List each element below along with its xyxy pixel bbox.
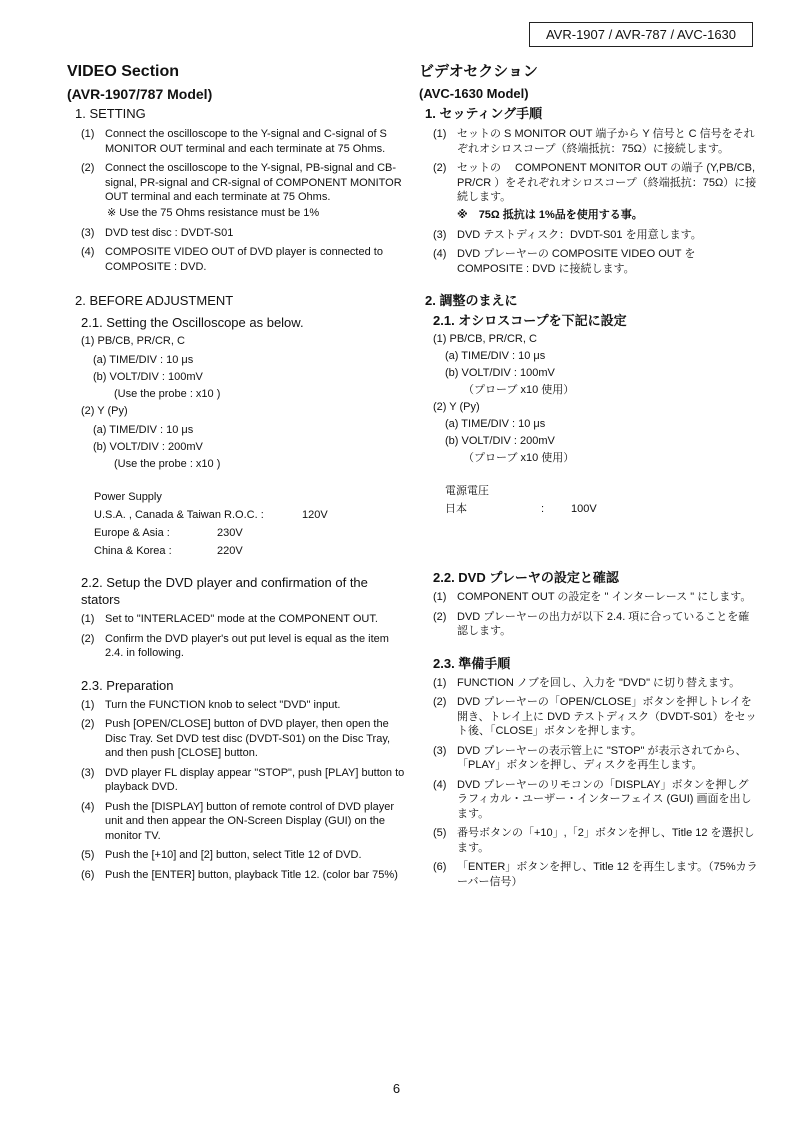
preparation-heading-ja: 2.3. 準備手順 <box>433 655 511 671</box>
model-header-text: AVR-1907 / AVR-787 / AVC-1630 <box>545 27 737 42</box>
before-adjustment-heading-ja: 2. 調整のまえに <box>425 293 518 308</box>
item-text: Push the [ENTER] button, playback Title 12. (color bar 75%) <box>105 868 398 881</box>
power-title: 電源電圧 <box>445 485 489 497</box>
power-separator: : <box>541 503 545 515</box>
dvd-setup-list <box>67 612 407 661</box>
item-number: (1) <box>433 676 447 689</box>
setting-group-head: (1) PB/CB, PR/CR, C <box>81 335 185 347</box>
item-number: (4) <box>81 246 95 258</box>
list-item <box>81 612 407 627</box>
setting-list-ja <box>419 127 759 276</box>
item-text: DVD player FL display appear "STOP", push [PLAY] button to playback DVD. <box>105 766 405 793</box>
item-text: セットの COMPONENT MONITOR OUT の端子 (Y,PB/CB, PR/CR ）をそれぞれオシロスコープ（終端抵抗：75Ω）に接続します。 <box>457 162 757 203</box>
item-text: FUNCTION ノブを回し、入力を "DVD" に切り替えます。 <box>457 676 741 689</box>
power-region: Europe & Asia : <box>94 527 170 539</box>
setting-heading: 1. SETTING <box>75 106 146 121</box>
resistance-note-ja: ※ 75Ω 抵抗は 1%品を使用する事。 <box>457 208 643 221</box>
model-subtitle-ja: (AVC-1630 Model) <box>419 86 529 101</box>
setting-group-head: (1) PB/CB, PR/CR, C <box>433 333 537 345</box>
probe-note: (Use the probe : x10 ) <box>114 458 221 470</box>
resistance-note: ※ Use the 75 Ohms resistance must be 1% <box>107 206 320 219</box>
power-row <box>94 506 407 524</box>
item-number: (5) <box>81 849 95 861</box>
right-column <box>419 62 759 889</box>
list-item <box>81 717 407 761</box>
section-title-ja: ビデオセクション <box>419 63 538 80</box>
time-div: (a) TIME/DIV : 10 μs <box>93 424 194 436</box>
item-text: Set to "INTERLACED" mode at the COMPONENT OUT. <box>105 613 378 625</box>
model-header <box>529 22 753 47</box>
item-text: Push the [+10] and [2] button, select Title 12 of DVD. <box>105 849 362 861</box>
item-number: (6) <box>81 868 95 881</box>
power-row <box>94 542 407 560</box>
power-region: China & Korea : <box>94 545 172 557</box>
item-text: Push [OPEN/CLOSE] button of DVD player, then open the Disc Tray. Set DVD test disc (DVDT-S01) on the Disc Tray, and then push [CLOSE] button. <box>105 718 391 759</box>
item-number: (3) <box>433 744 447 757</box>
item-text: Connect the oscilloscope to the Y-signal and C-signal of S MONITOR OUT terminal and each terminate at 75 Ohms. <box>105 128 387 155</box>
preparation-list-ja <box>419 676 759 890</box>
model-subtitle: (AVR-1907/787 Model) <box>67 86 213 102</box>
preparation-list <box>67 698 407 883</box>
section-title: VIDEO Section <box>67 63 180 80</box>
probe-note: （プローブ x10 使用） <box>463 384 575 396</box>
item-text: DVD テストディスク：DVDT-S01 を用意します。 <box>457 228 702 241</box>
page-number: 6 <box>392 1081 401 1096</box>
item-number: (2) <box>433 162 447 174</box>
before-adjustment-heading: 2. BEFORE ADJUSTMENT <box>75 293 234 308</box>
item-number: (3) <box>433 228 447 241</box>
setting-group-head: (2) Y (Py) <box>433 401 480 413</box>
item-text: DVD プレーヤーの COMPOSITE VIDEO OUT を COMPOSITE : DVD に接続します。 <box>457 248 696 275</box>
oscilloscope-settings-ja <box>433 331 759 467</box>
list-item <box>433 676 759 691</box>
power-region: U.S.A. , Canada & Taiwan R.O.C. : <box>94 509 264 521</box>
list-item <box>81 226 407 241</box>
item-text: Confirm the DVD player's out put level is equal as the item 2.4. in following. <box>105 632 389 659</box>
left-column <box>67 62 407 882</box>
item-number: (2) <box>433 696 447 708</box>
list-item <box>81 698 407 713</box>
probe-note: (Use the probe : x10 ) <box>114 388 221 400</box>
item-text: COMPOSITE VIDEO OUT of DVD player is connected to COMPOSITE : DVD. <box>105 246 383 273</box>
list-item <box>81 632 407 661</box>
item-text: Turn the FUNCTION knob to select "DVD" input. <box>105 698 341 711</box>
item-number: (5) <box>433 827 447 839</box>
dvd-setup-heading-ja: 2.2. DVD プレーヤの設定と確認 <box>433 570 619 585</box>
time-div: (a) TIME/DIV : 10 μs <box>445 350 546 362</box>
list-item <box>433 228 759 243</box>
preparation-heading: 2.3. Preparation <box>81 677 174 693</box>
list-item <box>81 848 407 863</box>
item-number: (3) <box>81 226 95 239</box>
item-number: (2) <box>433 610 447 623</box>
item-number: (4) <box>81 800 95 813</box>
list-item <box>433 161 759 223</box>
item-number: (2) <box>81 162 95 174</box>
dvd-setup-heading: 2.2. Setup the DVD player and confirmation of the stators <box>81 575 368 607</box>
item-text: 番号ボタンの「+10」,「2」ボタンを押し、Title 12 を選択します。 <box>457 827 755 854</box>
oscilloscope-settings <box>81 333 407 473</box>
power-voltage: 220V <box>217 545 243 557</box>
list-item <box>81 127 407 156</box>
volt-div: (b) VOLT/DIV : 100mV <box>93 371 203 383</box>
power-supply <box>94 489 407 560</box>
item-number: (1) <box>81 128 95 140</box>
item-text: Push the [DISPLAY] button of remote control of DVD player unit and then appear the ON-Screen Display (GUI) on the monitor TV. <box>105 800 394 842</box>
item-number: (4) <box>433 778 447 791</box>
item-number: (1) <box>433 591 447 603</box>
volt-div: (b) VOLT/DIV : 200mV <box>445 435 555 447</box>
item-text: セットの S MONITOR OUT 端子から Y 信号と C 信号をそれぞれオシロスコープ（終端抵抗：75Ω）に接続します。 <box>457 128 755 155</box>
item-number: (1) <box>81 698 95 711</box>
list-item <box>433 610 759 639</box>
list-item <box>81 245 407 274</box>
probe-note: （プローブ x10 使用） <box>463 452 575 464</box>
list-item <box>433 826 759 855</box>
time-div: (a) TIME/DIV : 10 μs <box>445 418 546 430</box>
item-number: (1) <box>433 128 447 140</box>
item-text: 「ENTER」ボタンを押し、Title 12 を再生します。（75%カラーバー信号） <box>457 861 758 888</box>
power-voltage: 120V <box>302 509 328 521</box>
power-voltage: 230V <box>217 527 243 539</box>
list-item <box>433 247 759 276</box>
item-text: COMPONENT OUT の設定を " インターレース " にします。 <box>457 591 752 603</box>
setting-group-head: (2) Y (Py) <box>81 405 128 417</box>
item-text: DVD プレーヤーの出力が以下 2.4. 項に合っていることを確認します。 <box>457 610 750 637</box>
power-supply-ja <box>445 483 759 518</box>
list-item <box>81 766 407 795</box>
item-text: DVD test disc : DVDT-S01 <box>105 226 234 239</box>
list-item <box>81 161 407 221</box>
item-number: (4) <box>433 248 447 260</box>
list-item <box>433 127 759 156</box>
item-number: (2) <box>81 632 95 645</box>
item-number: (6) <box>433 861 447 873</box>
list-item <box>81 800 407 844</box>
item-text: DVD プレーヤーの「OPEN/CLOSE」ボタンを押しトレイを開き、トレイ上に DVD テストディスク（DVDT-S01）をセット後、「CLOSE」ボタンを押します。 <box>457 696 757 737</box>
list-item <box>433 860 759 889</box>
item-number: (2) <box>81 718 95 730</box>
power-voltage: 100V <box>571 503 597 515</box>
list-item <box>81 868 407 883</box>
power-region: 日本 <box>445 503 467 515</box>
item-text: Connect the oscilloscope to the Y-signal, PB-signal and CB-signal, PR-signal and CR-signal of COMPONENT MONITOR OUT terminal and each terminate at 75 Ohms. <box>105 162 402 203</box>
list-item <box>433 778 759 822</box>
item-number: (1) <box>81 613 95 625</box>
time-div: (a) TIME/DIV : 10 μs <box>93 354 194 366</box>
power-row <box>445 500 759 518</box>
volt-div: (b) VOLT/DIV : 100mV <box>445 367 555 379</box>
power-title: Power Supply <box>94 491 162 503</box>
list-item <box>433 590 759 605</box>
item-number: (3) <box>81 766 95 779</box>
power-row <box>94 524 407 542</box>
setting-list <box>67 127 407 274</box>
list-item <box>433 744 759 773</box>
item-text: DVD プレーヤーの表示管上に "STOP" が表示されてから、「PLAY」ボタンを押し、ディスクを再生します。 <box>457 744 747 771</box>
oscilloscope-heading: 2.1. Setting the Oscilloscope as below. <box>81 315 304 330</box>
dvd-setup-list-ja <box>419 590 759 639</box>
item-text: DVD プレーヤーのリモコンの「DISPLAY」ボタンを押しグラフィカル・ユーザー・インターフェイス (GUI) 画面を出します。 <box>457 778 752 820</box>
setting-heading-ja: 1. セッティング手順 <box>425 106 543 121</box>
volt-div: (b) VOLT/DIV : 200mV <box>93 441 203 453</box>
oscilloscope-heading-ja: 2.1. オシロスコープを下記に設定 <box>433 313 627 328</box>
list-item <box>433 695 759 739</box>
